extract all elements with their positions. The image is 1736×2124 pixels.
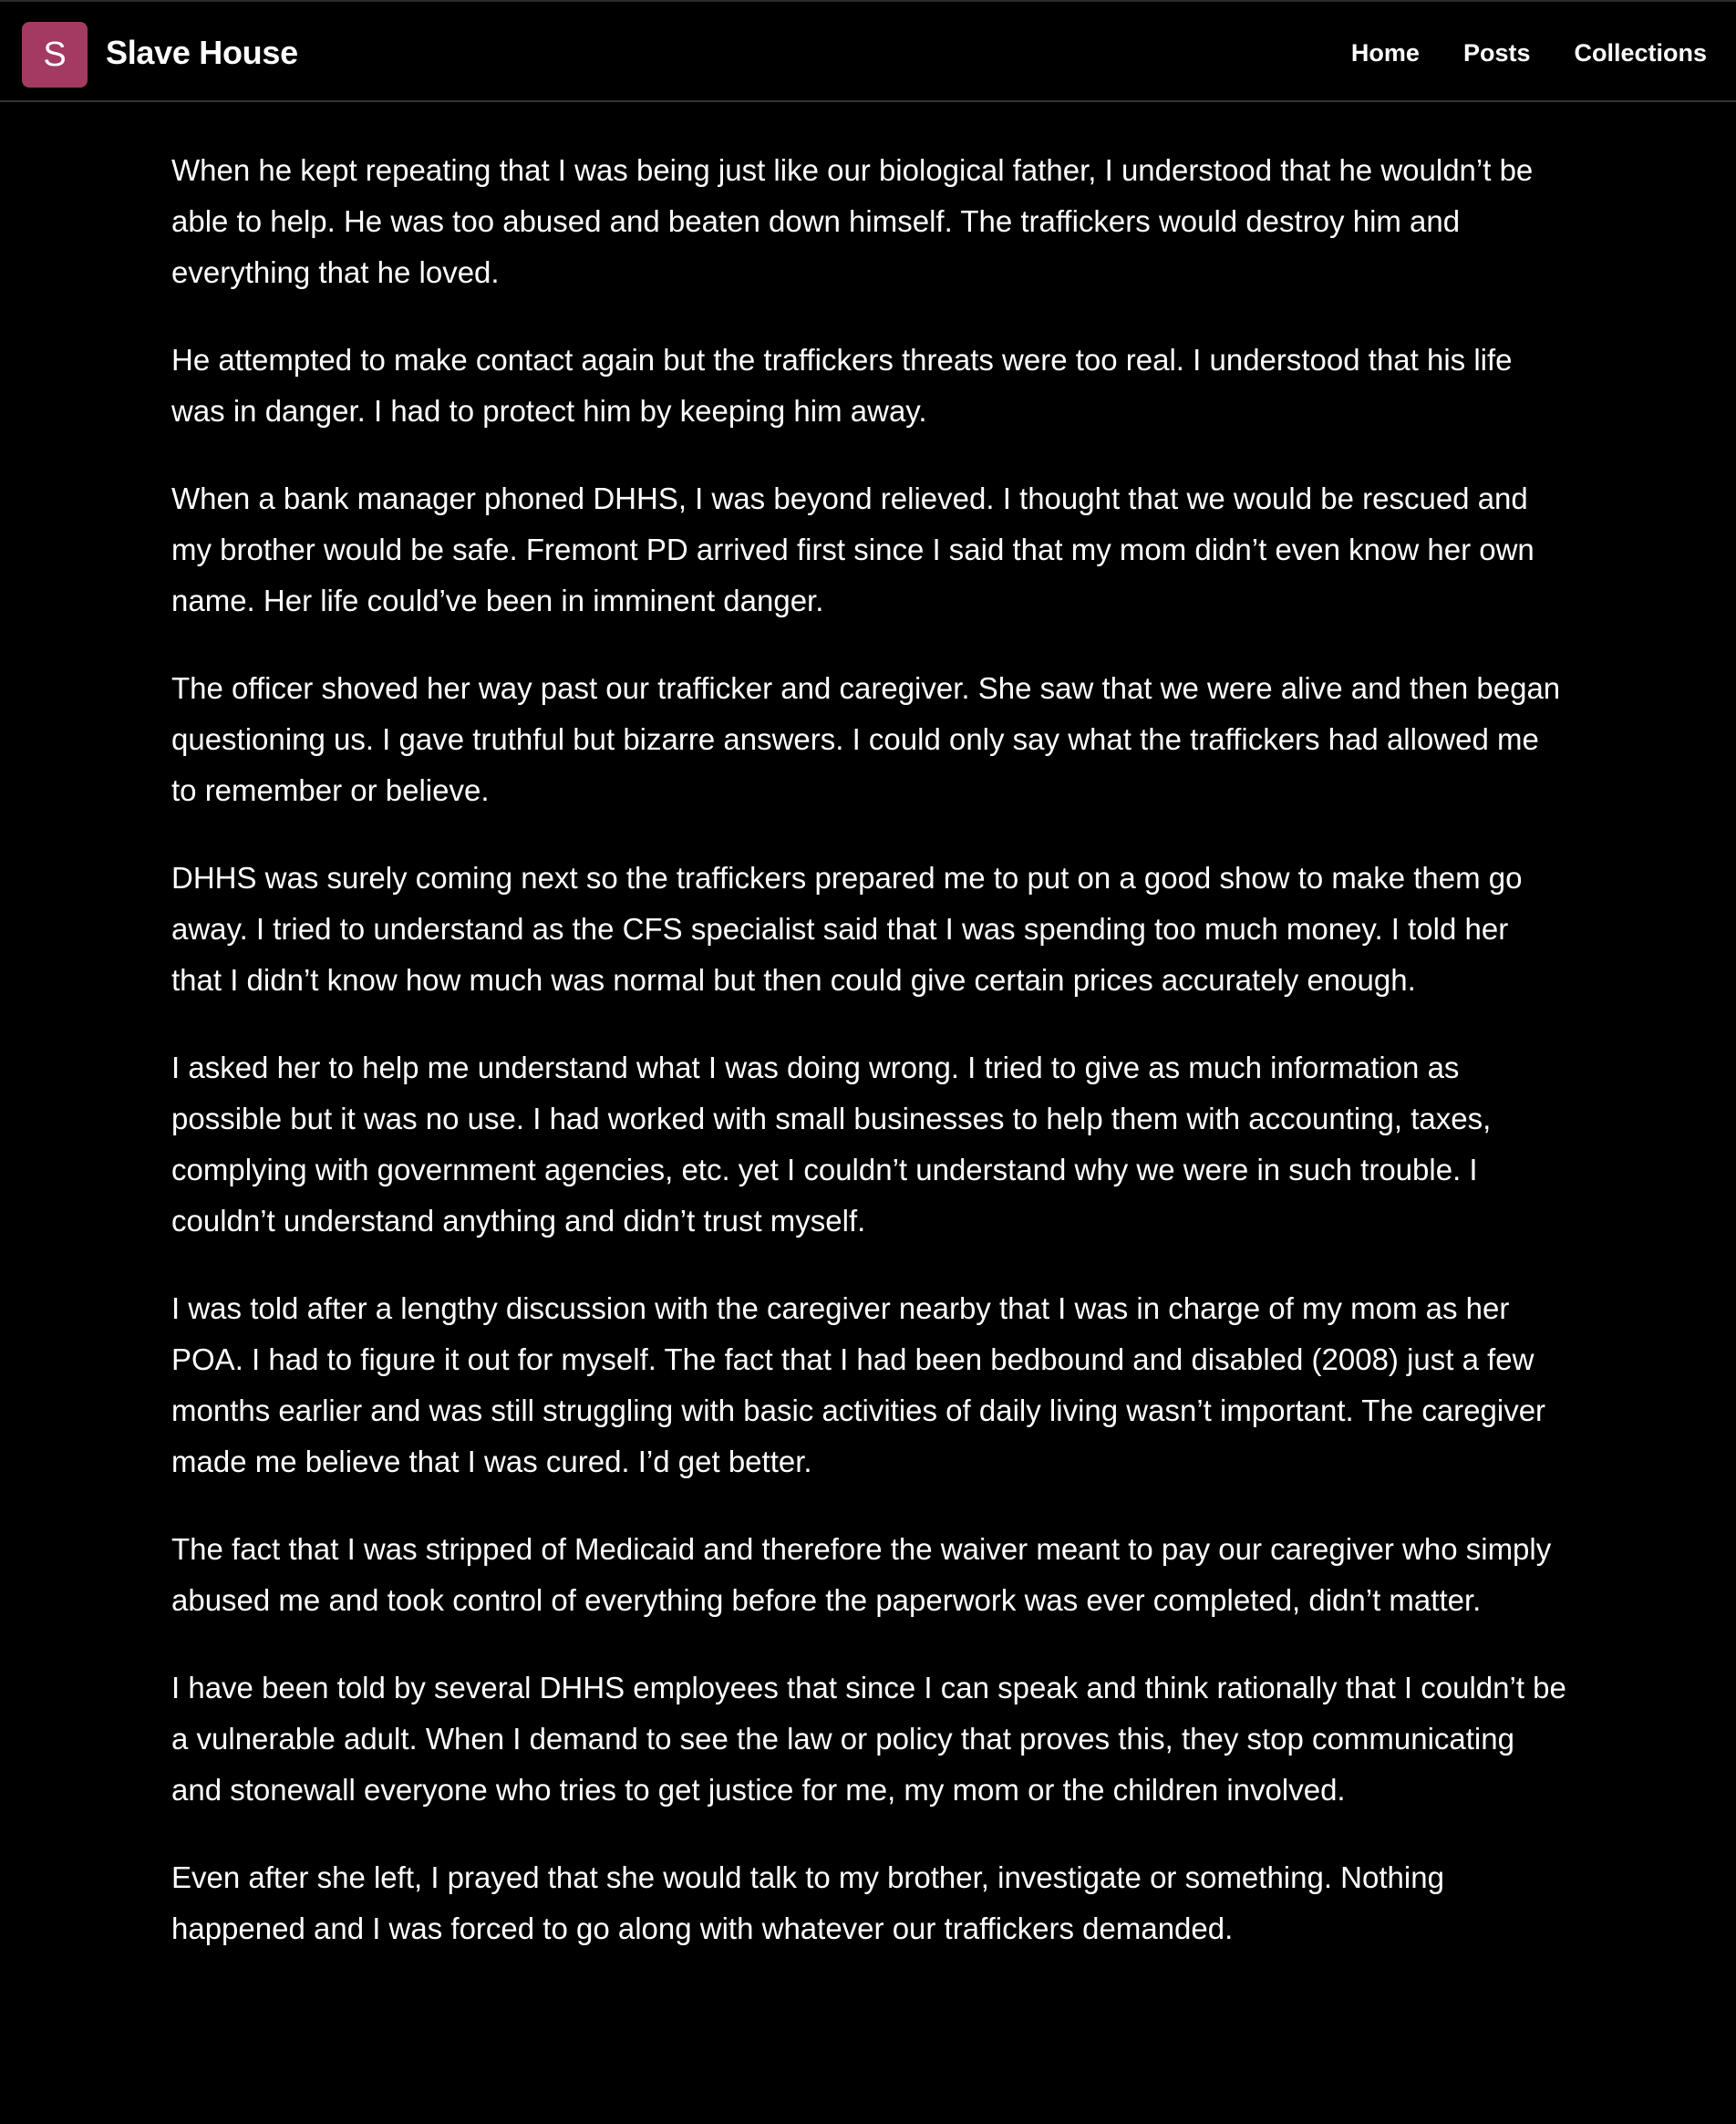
post-paragraph: The fact that I was stripped of Medicaid and therefore the waiver meant to pay our caregiver who simply abused me and took control of everything before the paperwork was ever completed, didn’t matter. <box>171 1532 1552 1617</box>
post-paragraph: Even after she left, I prayed that she would talk to my brother, investigate or something. Nothing happened and I was forced to go along with whatever our traffickers demanded. <box>171 1860 1444 1945</box>
post-paragraph: When a bank manager phoned DHHS, I was beyond relieved. I thought that we would be rescued and my brother would be safe. Fremont PD arrived first since I said that my mom didn’t even know her own name. Her life could’ve been in imminent danger. <box>171 482 1534 617</box>
post-paragraph: DHHS was surely coming next so the traffickers prepared me to put on a good show to make them go away. I tried to understand as the CFS specialist said that I was spending too much money. I told her that I didn’t know how much was normal but then could give certain prices accurately enough. <box>171 861 1523 997</box>
post-paragraph: He attempted to make contact again but the traffickers threats were too real. I understood that his life was in danger. I had to protect him by keeping him away. <box>171 343 1513 428</box>
nav-home-link[interactable]: Home <box>1350 39 1420 67</box>
post-content <box>171 145 1566 1991</box>
post-paragraph: When he kept repeating that I was being just like our biological father, I understood that he wouldn’t be able to help. He was too abused and beaten down himself. The traffickers would destroy him and everything that he loved. <box>171 153 1534 289</box>
site-logo[interactable]: S <box>22 22 88 88</box>
post-paragraph: I asked her to help me understand what I was doing wrong. I tried to give as much information as possible but it was no use. I had worked with small businesses to help them with accounting, taxes, complying with government agencies, etc. yet I couldn’t understand why we were in such trouble. I couldn’t understand anything and didn’t trust myself. <box>171 1051 1492 1238</box>
main-nav <box>1351 36 1707 69</box>
post-paragraph: I have been told by several DHHS employees that since I can speak and think rationally that I couldn’t be a vulnerable adult. When I demand to see the law or policy that proves this, they stop communicating and stonewall everyone who tries to get justice for me, my mom or the children involved. <box>171 1671 1566 1807</box>
site-header <box>0 0 1736 102</box>
nav-posts-link[interactable]: Posts <box>1462 39 1531 67</box>
post-paragraph: The officer shoved her way past our trafficker and caregiver. She saw that we were alive and then began questioning us. I gave truthful but bizarre answers. I could only say what the traffickers had allowed me to remember or believe. <box>171 671 1561 807</box>
site-title[interactable]: Slave House <box>106 34 298 71</box>
nav-collections-link[interactable]: Collections <box>1574 39 1707 67</box>
post-paragraph: I was told after a lengthy discussion with the caregiver nearby that I was in charge of my mom as her POA. I had to figure it out for myself. The fact that I had been bedbound and disabled (2008) just a few months earlier and was still struggling with basic activities of daily living wasn’t important. The caregiver made me believe that I was cured. I’d get better. <box>171 1291 1546 1478</box>
